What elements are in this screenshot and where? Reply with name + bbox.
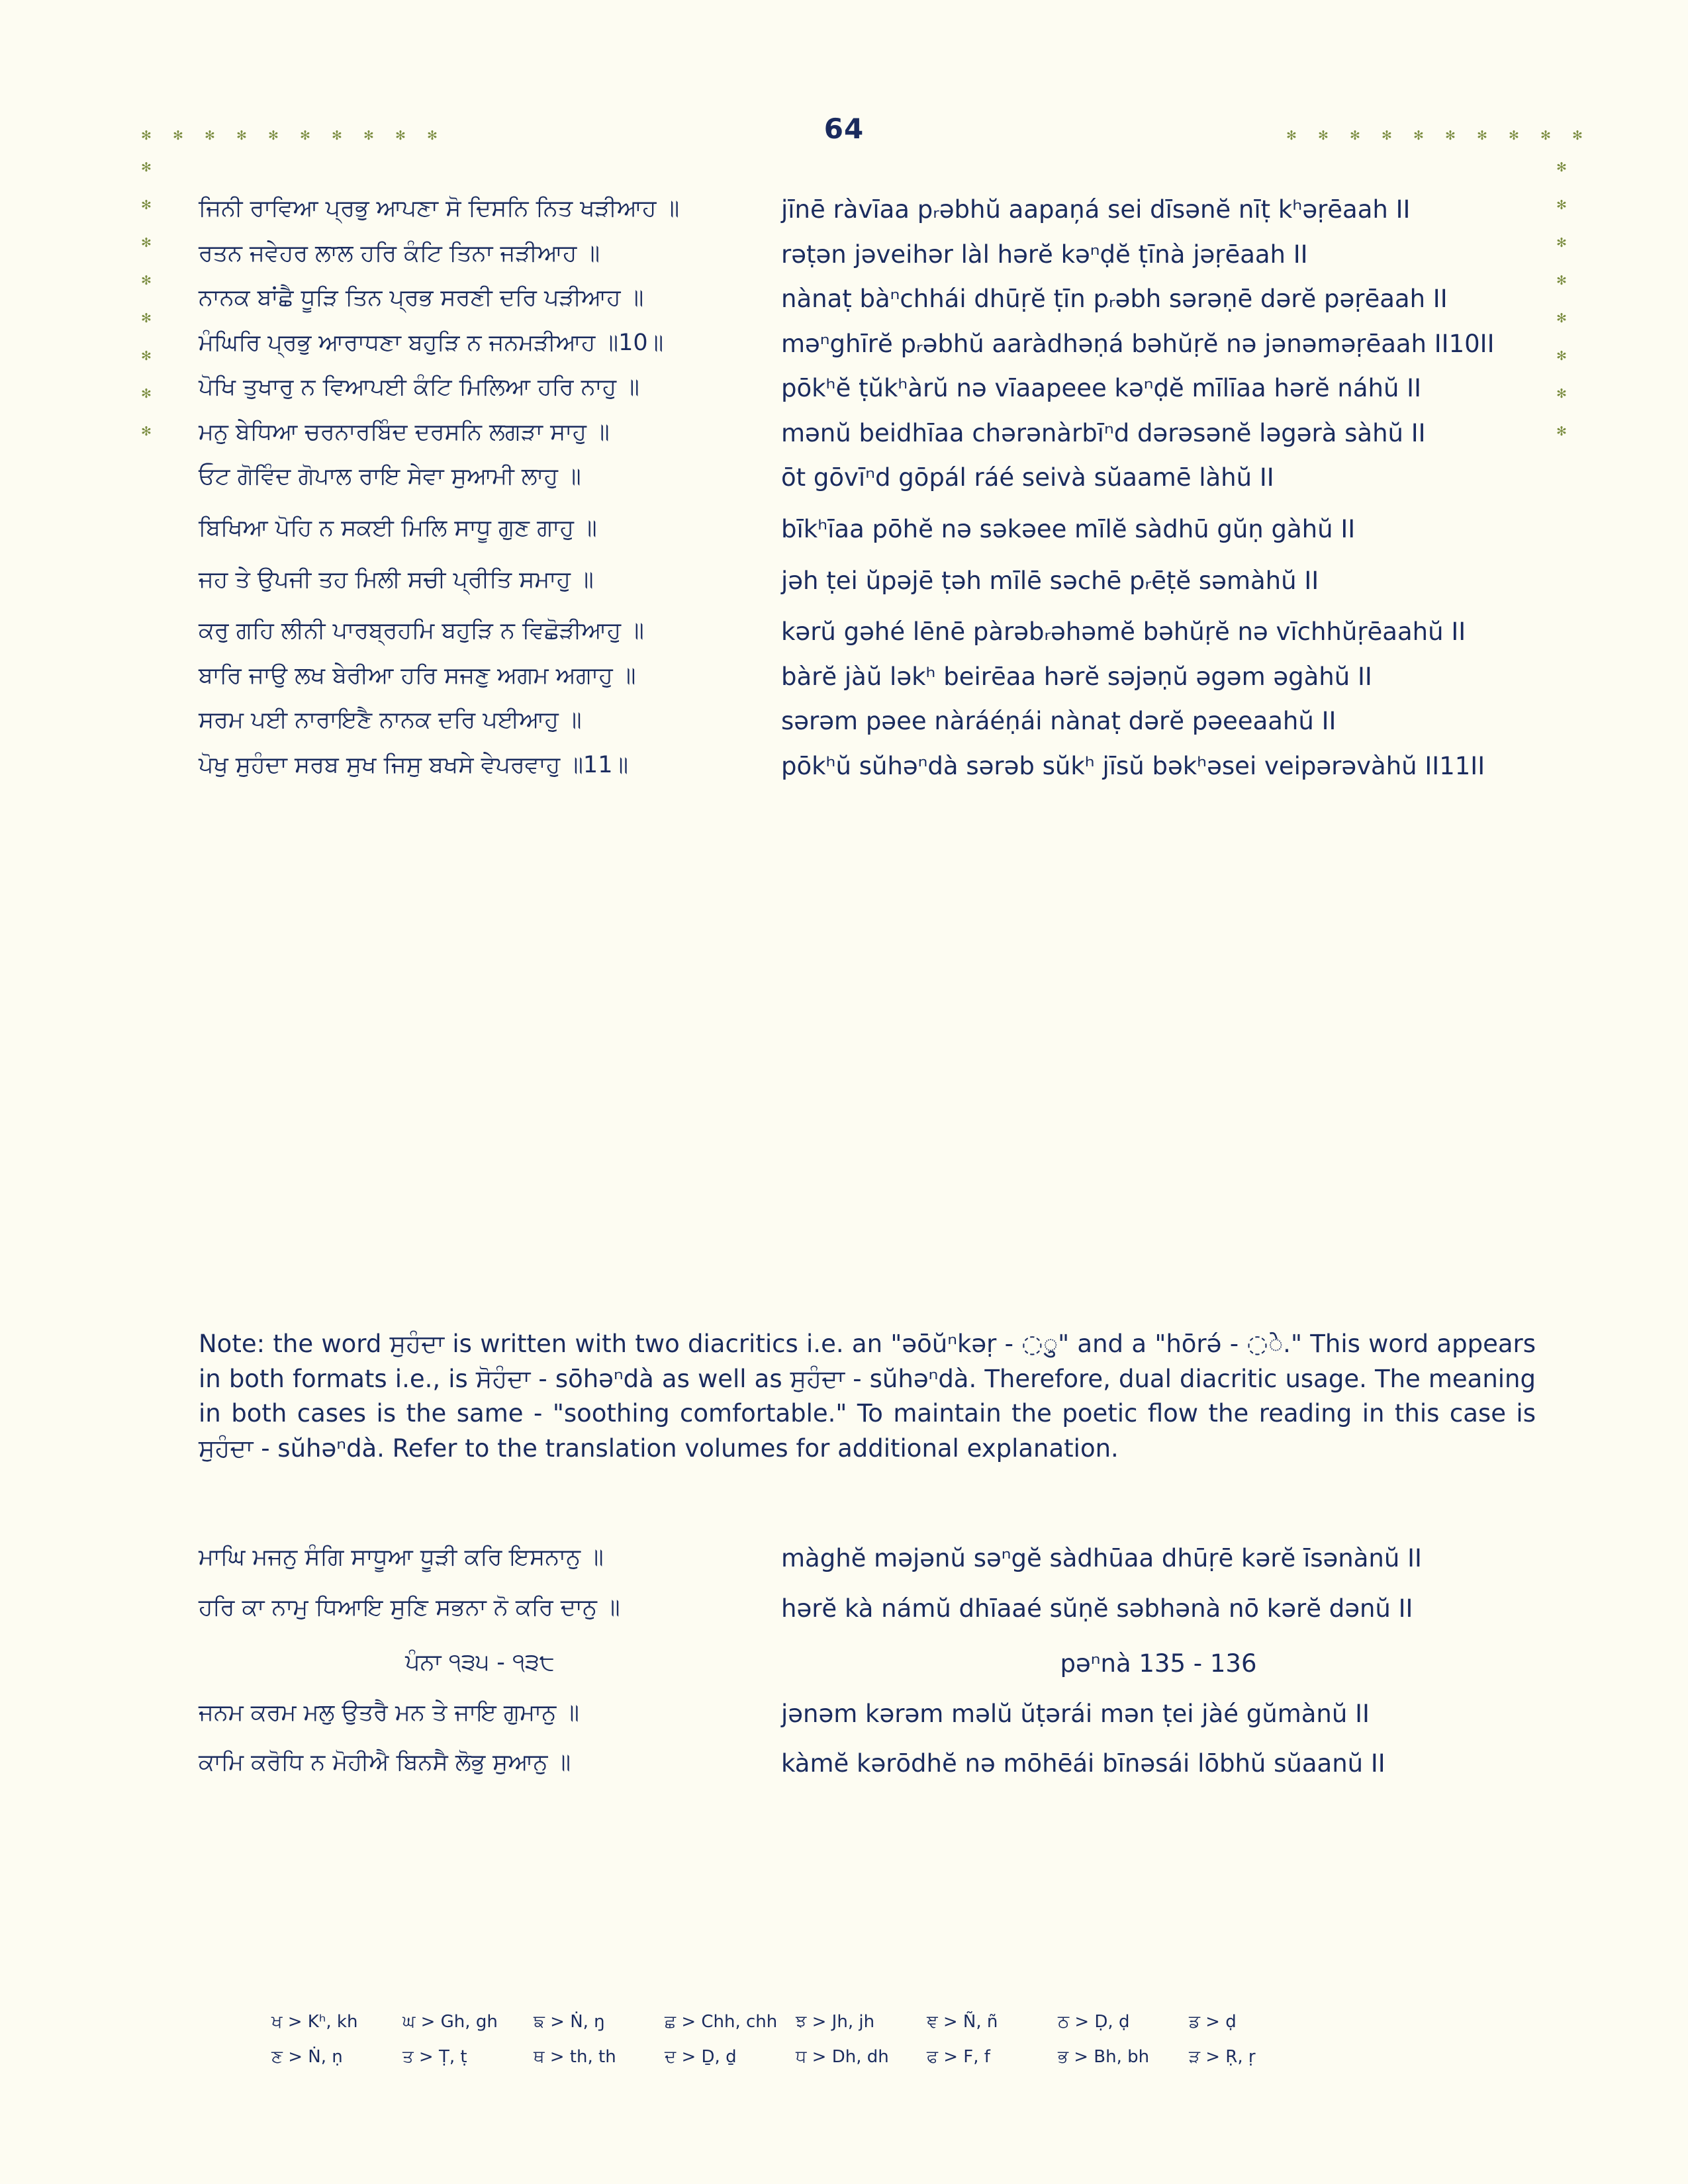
verse-gurmukhi: ਬਿਖਿਆ ਪੋਹਿ ਨ ਸਕਈ ਮਿਲਿ ਸਾਧੂ ਗੁਣ ਗਾਹੁ ॥	[199, 515, 597, 542]
verse-line	[199, 1747, 1536, 1780]
verse-line	[199, 461, 1536, 494]
verse-gurmukhi: ਜਨਮ ਕਰਮ ਮਲੁ ਉਤਰੈ ਮਨ ਤੇ ਜਾਇ ਗੁਮਾਨੁ ॥	[199, 1699, 579, 1726]
flower-icon: ✻	[236, 128, 247, 143]
verse-line	[199, 1698, 1536, 1731]
page-reference-roman: pəⁿnà 135 - 136	[1060, 1649, 1257, 1678]
verse-line	[199, 238, 1536, 271]
verse-gurmukhi: ਪੋਖੁ ਸੁਹੰਦਾ ਸਰਬ ਸੁਖ ਜਿਸੁ ਬਖਸੇ ਵੇਪਰਵਾਹੁ ॥11॥	[199, 751, 629, 778]
verse-gurmukhi: ਹਰਿ ਕਾ ਨਾਮੁ ਧਿਆਇ ਸੁਣਿ ਸਭਨਾ ਨੋ ਕਰਿ ਦਾਨੁ ॥	[199, 1594, 620, 1621]
flower-icon: ✻	[141, 128, 152, 143]
flower-icon: ✻	[1540, 128, 1551, 143]
flower-icon: ✻	[1477, 128, 1487, 143]
verse-roman: ōt gōvīⁿd gōpál ráé seivà sŭaamē làhŭ II	[781, 463, 1274, 492]
page-reference-line	[199, 1647, 1536, 1680]
key-entry: ਡ > ḍ	[1189, 2012, 1237, 2032]
verse-roman: jənəm kərəm məlŭ ŭṭərái mən ṭei jàé gŭmànŭ II	[781, 1699, 1370, 1728]
verse-line	[199, 660, 1536, 694]
flower-icon: ✻	[141, 160, 152, 175]
verse-roman: pōkʰĕ ṭŭkʰàrŭ nə vīaapeee kəⁿḍĕ mīlīaa hərĕ náhŭ II	[781, 374, 1422, 403]
page-reference-gurmukhi: ਪੰਨਾ ੧੩੫ - ੧੩੮	[405, 1649, 555, 1676]
verse-section-secondary	[199, 1542, 1536, 1792]
verse-line	[199, 750, 1536, 783]
flower-icon: ✻	[1318, 128, 1329, 143]
transliteration-key-row	[199, 2012, 1536, 2032]
verse-line	[199, 615, 1536, 649]
verse-roman: sərəm pəee nàráéṇái nànaṭ dərĕ pəeeaahŭ II	[781, 707, 1336, 736]
flower-border-left	[140, 161, 152, 437]
flower-icon: ✻	[1509, 128, 1519, 143]
verse-line	[199, 328, 1536, 361]
verse-gurmukhi: ਮਨੁ ਬੇਧਿਆ ਚਰਨਾਰਬਿੰਦ ਦਰਸਨਿ ਲਗੜਾ ਸਾਹੁ ॥	[199, 418, 610, 445]
key-entry: ਦ > Ḏ, ḏ	[665, 2047, 737, 2067]
flower-icon: ✻	[395, 128, 406, 143]
flower-icon: ✻	[1413, 128, 1424, 143]
verse-gurmukhi: ਕਾਮਿ ਕਰੋਧਿ ਨ ਮੋਹੀਐ ਬਿਨਸੈ ਲੋਭੁ ਸੁਆਨੁ ॥	[199, 1749, 571, 1776]
verse-roman: mənŭ beidhīaa chərənàrbīⁿd dərəsənĕ ləgərà sàhŭ II	[781, 418, 1426, 447]
flower-icon: ✻	[363, 128, 374, 143]
page-number: 64	[823, 113, 865, 145]
verse-gurmukhi: ਸਰਮ ਪਈ ਨਾਰਾਇਣੈ ਨਾਨਕ ਦਰਿ ਪਈਆਹੁ ॥	[199, 707, 582, 734]
verse-roman: pōkʰŭ sŭhəⁿdà sərəb sŭkʰ jīsŭ bəkʰəsei veipərəvàhŭ II11II	[781, 751, 1485, 780]
verse-roman: bàrĕ jàŭ ləkʰ beirēaa hərĕ səjəṇŭ əgəm əgàhŭ II	[781, 662, 1372, 691]
verse-roman: jəh ṭei ŭpəjē ṭəh mīlē səchē pᵣēṭĕ səmàhŭ II	[781, 566, 1319, 595]
flower-icon: ✻	[141, 311, 152, 326]
key-entry: ਞ > Ñ, ñ	[927, 2012, 998, 2032]
flower-icon: ✻	[141, 424, 152, 439]
flower-icon: ✻	[300, 128, 310, 143]
verse-roman: məⁿghīrĕ pᵣəbhŭ aaràdhəṇá bəhŭṛĕ nə jənəməṛēaah II10II	[781, 329, 1495, 358]
verse-roman: nànaṭ bàⁿchhái dhūṛĕ ṭīn pᵣəbh sərəṇē dərĕ pəṛēaah II	[781, 285, 1448, 314]
verse-section-primary	[199, 193, 1536, 795]
verse-roman: kàmĕ kərōdhĕ nə mōhēái bīnəsái lōbhŭ sŭaanŭ II	[781, 1749, 1385, 1778]
flower-icon: ✻	[268, 128, 279, 143]
key-entry: ਠ > Ḍ, ḍ	[1058, 2012, 1130, 2032]
key-entry: ਘ > Gh, gh	[402, 2012, 498, 2032]
verse-roman: rəṭən jəveihər làl hərĕ kəⁿḍĕ ṭīnà jəṛēaah II	[781, 240, 1308, 269]
verse-gurmukhi: ਜਿਨੀ ਰਾਵਿਆ ਪ੍ਰਭੁ ਆਪਣਾ ਸੋ ਦਿਸਨਿ ਨਿਤ ਖੜੀਆਹ ॥	[199, 195, 680, 222]
verse-line	[199, 372, 1536, 405]
flower-border-right	[1556, 161, 1568, 437]
flower-icon: ✻	[141, 236, 152, 250]
verse-gurmukhi: ਪੋਖਿ ਤੁਖਾਰੁ ਨ ਵਿਆਪਈ ਕੰਟਿ ਮਿਲਿਆ ਹਰਿ ਨਾਹੁ ॥	[199, 374, 639, 401]
editorial-note: Note: the word ਸੁਹੰਦਾ is written with two diacritics i.e. an "əōŭⁿkəṛ - ◌ु" and a "hōrə́ - ◌े." This word appears in both formats i.e., is ਸੋਹੰਦਾ - sōhəⁿdà as well as ਸੁਹੰਦਾ - sŭhəⁿdà. Therefore, dual diacritic usage. The meaning in both cases is the same - "soothing comfortable." To maintain the poetic flow the reading in this case is ਸੁਹੰਦਾ - sŭhəⁿdà. Refer to the translation volumes for additional explanation.	[199, 1330, 1536, 1463]
flower-icon: ✻	[1382, 128, 1392, 143]
verse-roman: kərŭ gəhé lēnē pàrəbᵣəhəmĕ bəhŭṛĕ nə vīchhŭṛēaahŭ II	[781, 617, 1466, 647]
flower-border-top-left	[140, 130, 438, 142]
verse-roman: màghĕ məjənŭ səⁿgĕ sàdhūaa dhūṛē kərĕ īsənànŭ II	[781, 1544, 1422, 1572]
flower-icon: ✻	[1572, 128, 1583, 143]
flower-icon: ✻	[1286, 128, 1297, 143]
key-entry: ਖ > Kʰ, kh	[271, 2012, 358, 2032]
verse-gurmukhi: ਨਾਨਕ ਬਾਂਛੈ ਧੂੜਿ ਤਿਨ ਪ੍ਰਭ ਸਰਣੀ ਦਰਿ ਪੜੀਆਹ ॥	[199, 285, 644, 312]
key-entry: ੜ > Ṛ, ṛ	[1189, 2047, 1256, 2067]
verse-gurmukhi: ਜਹ ਤੇ ਉਪਜੀ ਤਹ ਮਿਲੀ ਸਚੀ ਪ੍ਰੀਤਿ ਸਮਾਹੁ ॥	[199, 566, 594, 593]
verse-gurmukhi: ਮੰਘਿਰਿ ਪ੍ਰਭੁ ਆਰਾਧਣਾ ਬਹੁੜਿ ਨ ਜਨਮੜੀਆਹ ॥10॥	[199, 329, 664, 356]
verse-line	[199, 565, 1536, 598]
flower-icon: ✻	[141, 198, 152, 212]
key-entry: ਭ > Bh, bh	[1058, 2047, 1150, 2067]
flower-icon: ✻	[173, 128, 183, 143]
verse-line	[199, 705, 1536, 738]
flower-icon: ✻	[1556, 236, 1567, 250]
key-entry: ਤ > Ṭ, ṭ	[402, 2047, 467, 2067]
verse-roman: jīnē ràvīaa pᵣəbhŭ aapaņá sei dīsənĕ nīṭ kʰəṛēaah II	[781, 195, 1411, 224]
verse-line	[199, 1542, 1536, 1575]
flower-icon: ✻	[1556, 349, 1567, 363]
verse-roman: bīkʰīaa pōhĕ nə səkəee mīlĕ sàdhū gŭṇ gàhŭ II	[781, 515, 1356, 544]
verse-gurmukhi: ਬਾਰਿ ਜਾਉ ਲਖ ਬੇਰੀਆ ਹਰਿ ਸਜਣੁ ਅਗਮ ਅਗਾਹੁ ॥	[199, 662, 636, 689]
flower-icon: ✻	[1556, 198, 1567, 212]
verse-roman: hərĕ kà námŭ dhīaaé sŭṇĕ səbhənà nō kərĕ dənŭ II	[781, 1594, 1413, 1623]
key-entry: ਣ > Ṅ, ṇ	[271, 2047, 343, 2067]
key-entry: ਛ > Chh, chh	[665, 2012, 778, 2032]
flower-icon: ✻	[1556, 424, 1567, 439]
verse-line	[199, 417, 1536, 450]
flower-icon: ✻	[1556, 387, 1567, 401]
flower-border-top-right	[1286, 130, 1583, 142]
flower-icon: ✻	[141, 273, 152, 288]
verse-gurmukhi: ਰਤਨ ਜਵੇਹਰ ਲਾਲ ਹਰਿ ਕੰਟਿ ਤਿਨਾ ਜੜੀਆਹ ॥	[199, 240, 600, 267]
key-entry: ਧ > Dh, dh	[796, 2047, 889, 2067]
key-entry: ਝ > Jh, jh	[796, 2012, 875, 2032]
key-entry: ਥ > th, th	[534, 2047, 616, 2067]
verse-line	[199, 1592, 1536, 1625]
flower-icon: ✻	[1445, 128, 1456, 143]
verse-gurmukhi: ਮਾਘਿ ਮਜਨੁ ਸੰਗਿ ਸਾਧੂਆ ਧੂੜੀ ਕਰਿ ਇਸਨਾਨੁ ॥	[199, 1544, 604, 1570]
flower-icon: ✻	[205, 128, 215, 143]
flower-icon: ✻	[141, 387, 152, 401]
key-entry: ਙ > Ṅ, ŋ	[534, 2012, 605, 2032]
flower-icon: ✻	[427, 128, 438, 143]
verse-line	[199, 193, 1536, 226]
key-entry: ਫ > F, f	[927, 2047, 990, 2067]
flower-icon: ✻	[1556, 160, 1567, 175]
verse-gurmukhi: ਕਰੁ ਗਹਿ ਲੀਨੀ ਪਾਰਬ੍ਰਹਮਿ ਬਹੁੜਿ ਨ ਵਿਛੋੜੀਆਹੁ ॥	[199, 617, 644, 645]
flower-icon: ✻	[332, 128, 342, 143]
transliteration-key-row	[199, 2047, 1536, 2068]
flower-icon: ✻	[1350, 128, 1360, 143]
flower-icon: ✻	[1556, 273, 1567, 288]
flower-icon: ✻	[1556, 311, 1567, 326]
transliteration-key	[199, 2012, 1536, 2082]
verse-line	[199, 513, 1536, 546]
flower-icon: ✻	[141, 349, 152, 363]
verse-gurmukhi: ਓਟ ਗੋਵਿੰਦ ਗੋਪਾਲ ਰਾਇ ਸੇਵਾ ਸੁਆਮੀ ਲਾਹੁ ॥	[199, 463, 581, 490]
verse-line	[199, 283, 1536, 316]
